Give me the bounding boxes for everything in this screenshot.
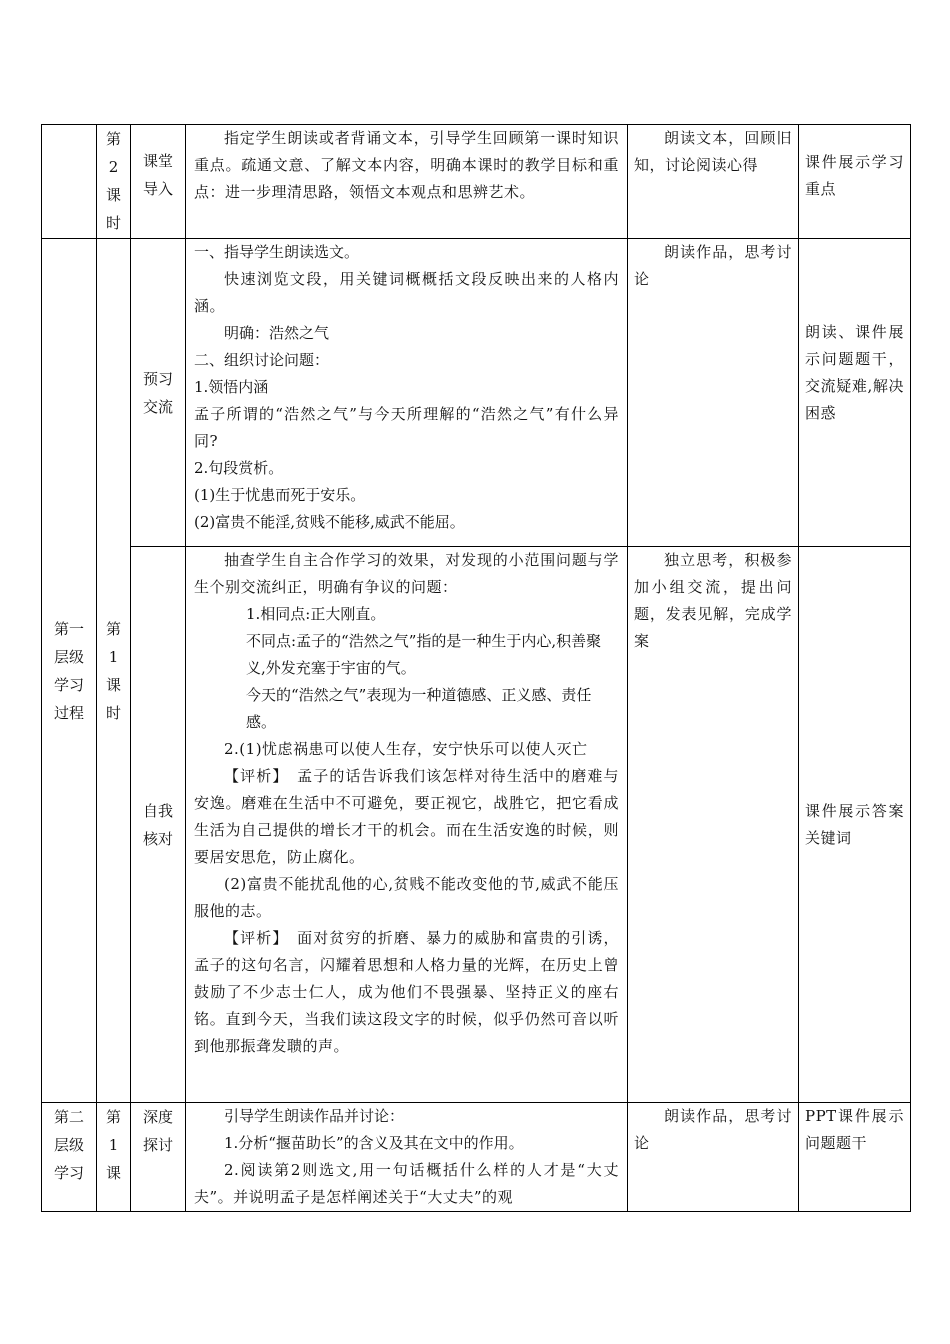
step-label: 深度探讨 xyxy=(142,1108,173,1154)
resources-cell xyxy=(799,239,911,547)
activity-text: 朗读作品，思考讨论 xyxy=(634,1107,792,1152)
stage-label: 第一层级学习过程 xyxy=(53,619,84,722)
content-line: 今天的“浩然之气”表现为一种道德感、正义感、责任感。 xyxy=(246,686,592,731)
content-line: (2)富贵不能扰乱他的心,贫贱不能改变他的节,威武不能压服他的志。 xyxy=(194,875,619,920)
activity-cell xyxy=(628,1103,799,1212)
activity-text: 独立思考，积极参加小组交流，提出问题，发表见解，完成学案 xyxy=(634,551,792,650)
step-cell xyxy=(131,1103,186,1212)
period-cell xyxy=(97,125,131,239)
content-line: 一、指导学生朗读选文。 xyxy=(194,243,360,261)
period-label: 第1课 xyxy=(106,1108,122,1182)
step-cell xyxy=(131,239,186,547)
resources-cell xyxy=(799,1103,911,1212)
stage-label: 第二层级学习 xyxy=(53,1108,84,1182)
content-line: 不同点:孟子的“浩然之气”指的是一种生于内心,积善聚义,外发充塞于宇宙的气。 xyxy=(246,632,602,677)
content-line: 【评析】 面对贫穷的折磨、暴力的威胁和富贵的引诱，孟子的这句名言，闪耀着思想和人格力量的光辉，在历史上曾鼓励了不少志士仁人，成为他们不畏强暴、坚持正义的座右铭。直到今天，当我们读这段文字的时候，似乎仍然可音以听到他那振聋发聩的声。 xyxy=(194,929,619,1055)
resources-text: PPT课件展示问题题干 xyxy=(805,1107,904,1152)
content-cell xyxy=(186,125,628,239)
stage-cell xyxy=(42,239,97,1103)
resources-cell xyxy=(799,547,911,1103)
content-line: 2.句段赏析。 xyxy=(194,459,284,477)
period-cell xyxy=(97,239,131,1103)
table-row xyxy=(42,239,911,547)
content-paragraph: 指定学生朗读或者背诵文本，引导学生回顾第一课时知识重点。疏通文意、了解文本内容，明确本课时的教学目标和重点：进一步理清思路，领悟文本观点和思辨艺术。 xyxy=(194,129,619,201)
step-cell xyxy=(131,547,186,1103)
content-line: 【评析】 孟子的话告诉我们该怎样对待生活中的磨难与安逸。磨难在生活中不可避免，要正视它，战胜它，把它看成生活为自己提供的增长才干的机会。而在生活安逸的时候，则要居安思危，防止腐化。 xyxy=(194,767,619,866)
content-line: 引导学生朗读作品并讨论： xyxy=(224,1107,405,1125)
content-cell xyxy=(186,547,628,1103)
step-label: 课堂导入 xyxy=(142,152,173,198)
content-line: 1.相同点:正大刚直。 xyxy=(246,605,386,623)
stage-cell xyxy=(42,1103,97,1212)
content-line: 孟子所谓的“浩然之气”与今天所理解的“浩然之气”有什么异同? xyxy=(194,405,619,450)
content-line: (2)富贵不能淫,贫贱不能移,威武不能屈。 xyxy=(194,513,465,531)
activity-text: 朗读作品，思考讨论 xyxy=(634,243,792,288)
activity-cell xyxy=(628,547,799,1103)
content-cell xyxy=(186,1103,628,1212)
table-row xyxy=(42,1103,911,1212)
resources-text: 朗读、课件展示问题题干，交流疑难,解决困惑 xyxy=(805,323,904,422)
period-label: 第1课时 xyxy=(106,619,122,722)
content-line: 2.阅读第2则选文,用一句话概括什么样的人才是“大丈夫”。并说明孟子是怎样阐述关于“大丈夫”的观 xyxy=(194,1161,619,1206)
step-label: 预习交流 xyxy=(142,369,173,416)
resources-text: 课件展示学习重点 xyxy=(805,153,904,198)
stage-cell xyxy=(42,125,97,239)
content-line: (1)生于忧患而死于安乐。 xyxy=(194,486,366,504)
resources-text: 课件展示答案关键词 xyxy=(805,801,904,847)
step-label: 自我核对 xyxy=(142,801,173,848)
period-cell xyxy=(97,1103,131,1212)
activity-cell xyxy=(628,125,799,239)
lesson-plan-table xyxy=(41,124,911,1212)
step-cell xyxy=(131,125,186,239)
period-label: 第2课时 xyxy=(106,130,122,232)
content-cell xyxy=(186,239,628,547)
resources-cell xyxy=(799,125,911,239)
content-line: 明确：浩然之气 xyxy=(224,324,330,342)
content-line: 2.(1)忧虑祸患可以使人生存，安宁快乐可以使人灭亡 xyxy=(224,740,588,758)
activity-text: 朗读文本，回顾旧知，讨论阅读心得 xyxy=(634,129,792,174)
activity-cell xyxy=(628,239,799,547)
content-line: 抽查学生自主合作学习的效果，对发现的小范围问题与学生个别交流纠正，明确有争议的问题： xyxy=(194,551,619,596)
content-line: 1.分析“揠苗助长”的含义及其在文中的作用。 xyxy=(224,1134,524,1152)
table-row xyxy=(42,125,911,239)
content-line: 快速浏览文段，用关键词概概括文段反映出来的人格内涵。 xyxy=(194,270,619,315)
content-line: 二、组织讨论问题： xyxy=(194,351,330,369)
table-row xyxy=(42,547,911,1103)
content-line: 1.领悟内涵 xyxy=(194,378,269,396)
